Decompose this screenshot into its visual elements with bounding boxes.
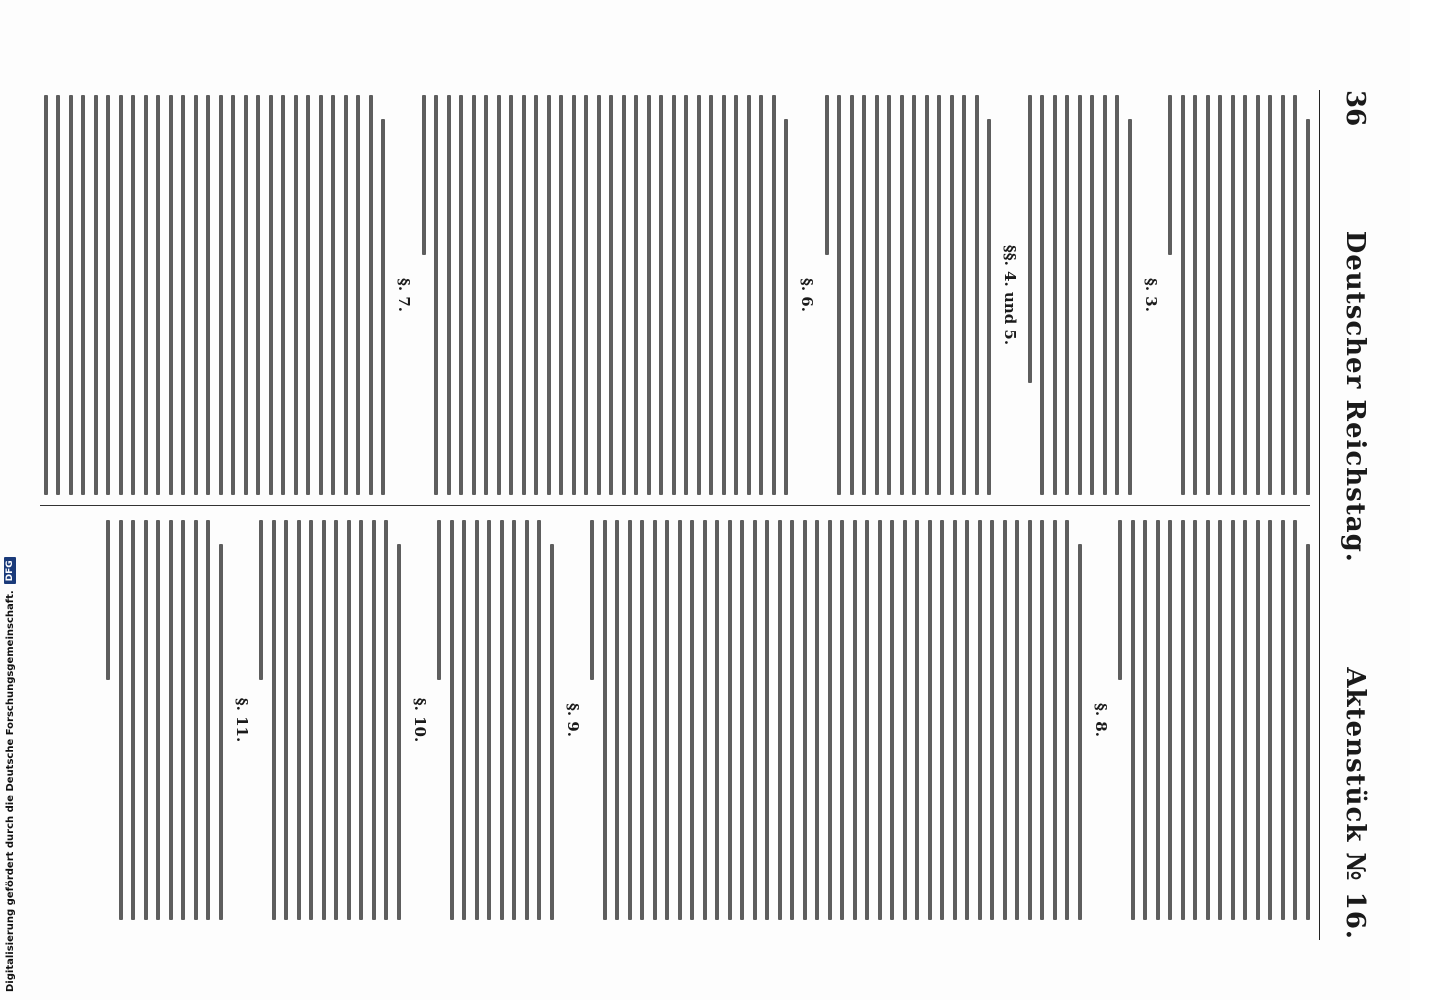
text-line — [816, 520, 820, 920]
text-line — [747, 95, 751, 495]
text-line — [119, 95, 123, 495]
text-line — [347, 520, 351, 920]
text-line — [382, 119, 386, 495]
text-line — [194, 520, 198, 920]
text-line — [803, 520, 807, 920]
text-line — [169, 95, 173, 495]
text-line — [716, 520, 720, 920]
text-line — [766, 520, 770, 920]
text-line — [435, 95, 439, 495]
text-line — [991, 520, 995, 920]
text-line — [678, 520, 682, 920]
text-line — [132, 95, 136, 495]
text-line — [928, 520, 932, 920]
text-line — [597, 95, 601, 495]
text-line — [925, 95, 929, 495]
text-line — [1231, 520, 1235, 920]
text-line — [1219, 95, 1223, 495]
text-line — [475, 520, 479, 920]
text-line — [913, 95, 917, 495]
text-line — [1053, 520, 1057, 920]
text-line — [472, 95, 476, 495]
text-line — [422, 95, 426, 255]
text-line — [119, 520, 123, 920]
text-line — [107, 520, 111, 680]
text-line — [603, 520, 607, 920]
text-line — [610, 95, 614, 495]
text-line — [653, 520, 657, 920]
page-title-left: Deutscher Reichstag. — [1340, 230, 1370, 563]
text-line — [1041, 520, 1045, 920]
text-line — [207, 520, 211, 920]
text-line — [953, 520, 957, 920]
text-line — [332, 95, 336, 495]
text-line — [641, 520, 645, 920]
text-line — [182, 95, 186, 495]
text-line — [344, 95, 348, 495]
text-line — [297, 520, 301, 920]
text-line — [903, 520, 907, 920]
text-line — [863, 95, 867, 495]
text-line — [1066, 520, 1070, 920]
text-line — [916, 520, 920, 920]
text-line — [447, 95, 451, 495]
text-line — [107, 95, 111, 495]
text-line — [1306, 119, 1310, 495]
text-line — [828, 520, 832, 920]
text-line — [1269, 520, 1273, 920]
text-line — [628, 520, 632, 920]
text-line — [1194, 95, 1198, 495]
text-line — [616, 520, 620, 920]
section-heading: §. 8. — [1092, 703, 1110, 737]
text-line — [1128, 119, 1132, 495]
text-line — [463, 520, 467, 920]
text-line — [891, 520, 895, 920]
text-line — [591, 520, 595, 680]
text-line — [1219, 520, 1223, 920]
text-line — [94, 95, 98, 495]
text-line — [572, 95, 576, 495]
text-line — [900, 95, 904, 495]
text-line — [397, 544, 401, 920]
text-line — [938, 95, 942, 495]
page-header — [1330, 90, 1370, 940]
text-line — [672, 95, 676, 495]
header-rule — [1319, 90, 1320, 940]
text-line — [853, 520, 857, 920]
text-line — [878, 520, 882, 920]
text-line — [282, 95, 286, 495]
text-line — [525, 520, 529, 920]
text-line — [825, 95, 829, 255]
text-line — [1003, 520, 1007, 920]
text-line — [978, 520, 982, 920]
right-column — [40, 520, 1310, 920]
text-line — [219, 95, 223, 495]
text-line — [647, 95, 651, 495]
text-line — [1169, 95, 1173, 255]
text-line — [585, 95, 589, 495]
text-line — [963, 95, 967, 495]
text-line — [697, 95, 701, 495]
text-line — [510, 95, 514, 495]
text-line — [1206, 95, 1210, 495]
text-line — [460, 95, 464, 495]
text-line — [875, 95, 879, 495]
text-line — [285, 520, 289, 920]
dfg-logo: DFG — [4, 557, 16, 584]
text-line — [310, 520, 314, 920]
left-column — [40, 95, 1310, 495]
text-line — [1181, 520, 1185, 920]
text-line — [144, 95, 148, 495]
column-divider — [40, 505, 1310, 506]
text-line — [82, 95, 86, 495]
text-line — [369, 95, 373, 495]
section-heading: §§. 4. und 5. — [1001, 244, 1020, 346]
text-line — [1244, 95, 1248, 495]
text-line — [438, 520, 442, 680]
text-line — [988, 119, 992, 495]
section-heading: §. 3. — [1142, 278, 1160, 312]
text-line — [157, 95, 161, 495]
text-line — [1131, 520, 1135, 920]
text-line — [294, 95, 298, 495]
text-line — [691, 520, 695, 920]
text-line — [57, 95, 61, 495]
text-line — [710, 95, 714, 495]
section-heading: §. 9. — [564, 703, 582, 737]
text-line — [1244, 520, 1248, 920]
text-line — [322, 520, 326, 920]
text-line — [1256, 520, 1260, 920]
text-line — [1294, 95, 1298, 495]
text-line — [232, 95, 236, 495]
text-line — [535, 95, 539, 495]
section-heading: §. 11. — [233, 697, 251, 743]
text-line — [1281, 520, 1285, 920]
text-line — [772, 95, 776, 495]
text-line — [728, 520, 732, 920]
text-line — [1041, 95, 1045, 495]
text-line — [513, 520, 517, 920]
section-heading: §. 7. — [395, 278, 414, 312]
text-line — [260, 520, 264, 680]
text-line — [1103, 95, 1107, 495]
text-line — [450, 520, 454, 920]
text-line — [550, 544, 554, 920]
text-line — [1119, 520, 1123, 680]
text-line — [741, 520, 745, 920]
text-line — [966, 520, 970, 920]
section-heading: §. 6. — [798, 278, 817, 312]
text-line — [522, 95, 526, 495]
text-line — [219, 544, 223, 920]
text-line — [950, 95, 954, 495]
text-line — [1091, 95, 1095, 495]
text-line — [169, 520, 173, 920]
text-line — [791, 520, 795, 920]
text-line — [1169, 520, 1173, 920]
text-line — [785, 119, 789, 495]
text-line — [307, 95, 311, 495]
page-title-right: Aktenstück № 16. — [1340, 667, 1370, 940]
page-number: 36 — [1340, 90, 1370, 127]
text-line — [735, 95, 739, 495]
text-line — [685, 95, 689, 495]
digitization-text: Digitalisierung gefördert durch die Deutsche Forschungsgemeinschaft. — [4, 590, 16, 992]
text-line — [1066, 95, 1070, 495]
text-line — [778, 520, 782, 920]
text-line — [1294, 520, 1298, 920]
text-line — [560, 95, 564, 495]
text-line — [272, 520, 276, 920]
text-line — [44, 95, 48, 495]
text-line — [1116, 95, 1120, 495]
text-line — [335, 520, 339, 920]
text-line — [269, 95, 273, 495]
text-line — [703, 520, 707, 920]
text-line — [1181, 95, 1185, 495]
text-line — [838, 95, 842, 495]
text-line — [132, 520, 136, 920]
text-line — [538, 520, 542, 920]
text-line — [500, 520, 504, 920]
text-line — [850, 95, 854, 495]
text-line — [182, 520, 186, 920]
text-line — [1144, 520, 1148, 920]
text-line — [372, 520, 376, 920]
text-line — [1028, 95, 1032, 383]
text-line — [1078, 95, 1082, 495]
text-line — [207, 95, 211, 495]
text-line — [69, 95, 73, 495]
text-line — [1078, 544, 1082, 920]
text-line — [1256, 95, 1260, 495]
text-line — [319, 95, 323, 495]
text-line — [488, 520, 492, 920]
text-line — [1053, 95, 1057, 495]
text-line — [1016, 520, 1020, 920]
text-line — [385, 520, 389, 920]
text-line — [841, 520, 845, 920]
digitization-note — [4, 557, 16, 992]
text-line — [722, 95, 726, 495]
text-line — [1269, 95, 1273, 495]
text-line — [622, 95, 626, 495]
text-line — [941, 520, 945, 920]
text-line — [497, 95, 501, 495]
text-line — [357, 95, 361, 495]
text-line — [1306, 544, 1310, 920]
text-line — [257, 95, 261, 495]
text-line — [194, 95, 198, 495]
text-line — [1028, 520, 1032, 920]
text-line — [760, 95, 764, 495]
text-line — [1194, 520, 1198, 920]
text-line — [1206, 520, 1210, 920]
text-line — [360, 520, 364, 920]
text-line — [888, 95, 892, 495]
text-line — [144, 520, 148, 920]
text-line — [660, 95, 664, 495]
text-line — [1281, 95, 1285, 495]
text-line — [244, 95, 248, 495]
section-heading: §. 10. — [411, 697, 429, 743]
text-line — [1231, 95, 1235, 495]
text-line — [635, 95, 639, 495]
text-line — [485, 95, 489, 495]
text-line — [1156, 520, 1160, 920]
text-line — [866, 520, 870, 920]
text-line — [547, 95, 551, 495]
text-line — [157, 520, 161, 920]
text-line — [666, 520, 670, 920]
text-line — [975, 95, 979, 495]
text-line — [753, 520, 757, 920]
